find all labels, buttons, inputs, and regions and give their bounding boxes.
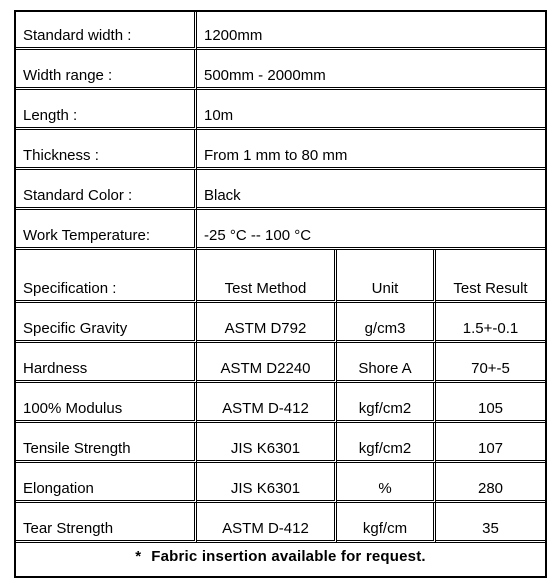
spec-property: Specific Gravity bbox=[16, 303, 197, 343]
general-value: 10m bbox=[197, 90, 545, 130]
general-label: Work Temperature: bbox=[16, 210, 197, 250]
spec-result: 280 bbox=[436, 463, 545, 503]
spec-header-row bbox=[16, 250, 545, 303]
general-label: Standard Color : bbox=[16, 170, 197, 210]
spec-sheet bbox=[14, 10, 547, 578]
spec-header-specification: Specification : bbox=[16, 250, 197, 303]
general-row bbox=[16, 90, 545, 130]
general-row bbox=[16, 130, 545, 170]
spec-test-method: ASTM D-412 bbox=[197, 503, 337, 543]
general-label: Width range : bbox=[16, 50, 197, 90]
spec-result: 105 bbox=[436, 383, 545, 423]
spec-row bbox=[16, 383, 545, 423]
general-label: Length : bbox=[16, 90, 197, 130]
general-value: -25 °C -- 100 °C bbox=[197, 210, 545, 250]
general-label: Thickness : bbox=[16, 130, 197, 170]
spec-property: Tear Strength bbox=[16, 503, 197, 543]
general-value: From 1 mm to 80 mm bbox=[197, 130, 545, 170]
spec-row bbox=[16, 343, 545, 383]
spec-result: 1.5+-0.1 bbox=[436, 303, 545, 343]
spec-row bbox=[16, 463, 545, 503]
spec-table bbox=[16, 12, 545, 543]
general-value: 500mm - 2000mm bbox=[197, 50, 545, 90]
spec-unit: % bbox=[337, 463, 436, 503]
spec-property: 100% Modulus bbox=[16, 383, 197, 423]
general-value: 1200mm bbox=[197, 12, 545, 50]
spec-property: Elongation bbox=[16, 463, 197, 503]
spec-unit: kgf/cm2 bbox=[337, 383, 436, 423]
general-label: Standard width : bbox=[16, 12, 197, 50]
spec-header-test-method: Test Method bbox=[197, 250, 337, 303]
footnote-text: Fabric insertion available for request. bbox=[151, 547, 426, 565]
spec-result: 70+-5 bbox=[436, 343, 545, 383]
spec-unit: g/cm3 bbox=[337, 303, 436, 343]
spec-result: 35 bbox=[436, 503, 545, 543]
general-row bbox=[16, 12, 545, 50]
general-row bbox=[16, 210, 545, 250]
spec-unit: kgf/cm2 bbox=[337, 423, 436, 463]
spec-test-method: JIS K6301 bbox=[197, 423, 337, 463]
spec-property: Hardness bbox=[16, 343, 197, 383]
spec-test-method: ASTM D2240 bbox=[197, 343, 337, 383]
spec-row bbox=[16, 423, 545, 463]
general-row bbox=[16, 170, 545, 210]
footnote-asterisk: * bbox=[135, 547, 142, 565]
spec-result: 107 bbox=[436, 423, 545, 463]
footer-note bbox=[16, 536, 545, 576]
spec-test-method: JIS K6301 bbox=[197, 463, 337, 503]
spec-row bbox=[16, 303, 545, 343]
spec-property: Tensile Strength bbox=[16, 423, 197, 463]
spec-header-test-result: Test Result bbox=[436, 250, 545, 303]
spec-test-method: ASTM D792 bbox=[197, 303, 337, 343]
general-row bbox=[16, 50, 545, 90]
spec-test-method: ASTM D-412 bbox=[197, 383, 337, 423]
spec-unit: Shore A bbox=[337, 343, 436, 383]
general-value: Black bbox=[197, 170, 545, 210]
spec-unit: kgf/cm bbox=[337, 503, 436, 543]
spec-header-unit: Unit bbox=[337, 250, 436, 303]
